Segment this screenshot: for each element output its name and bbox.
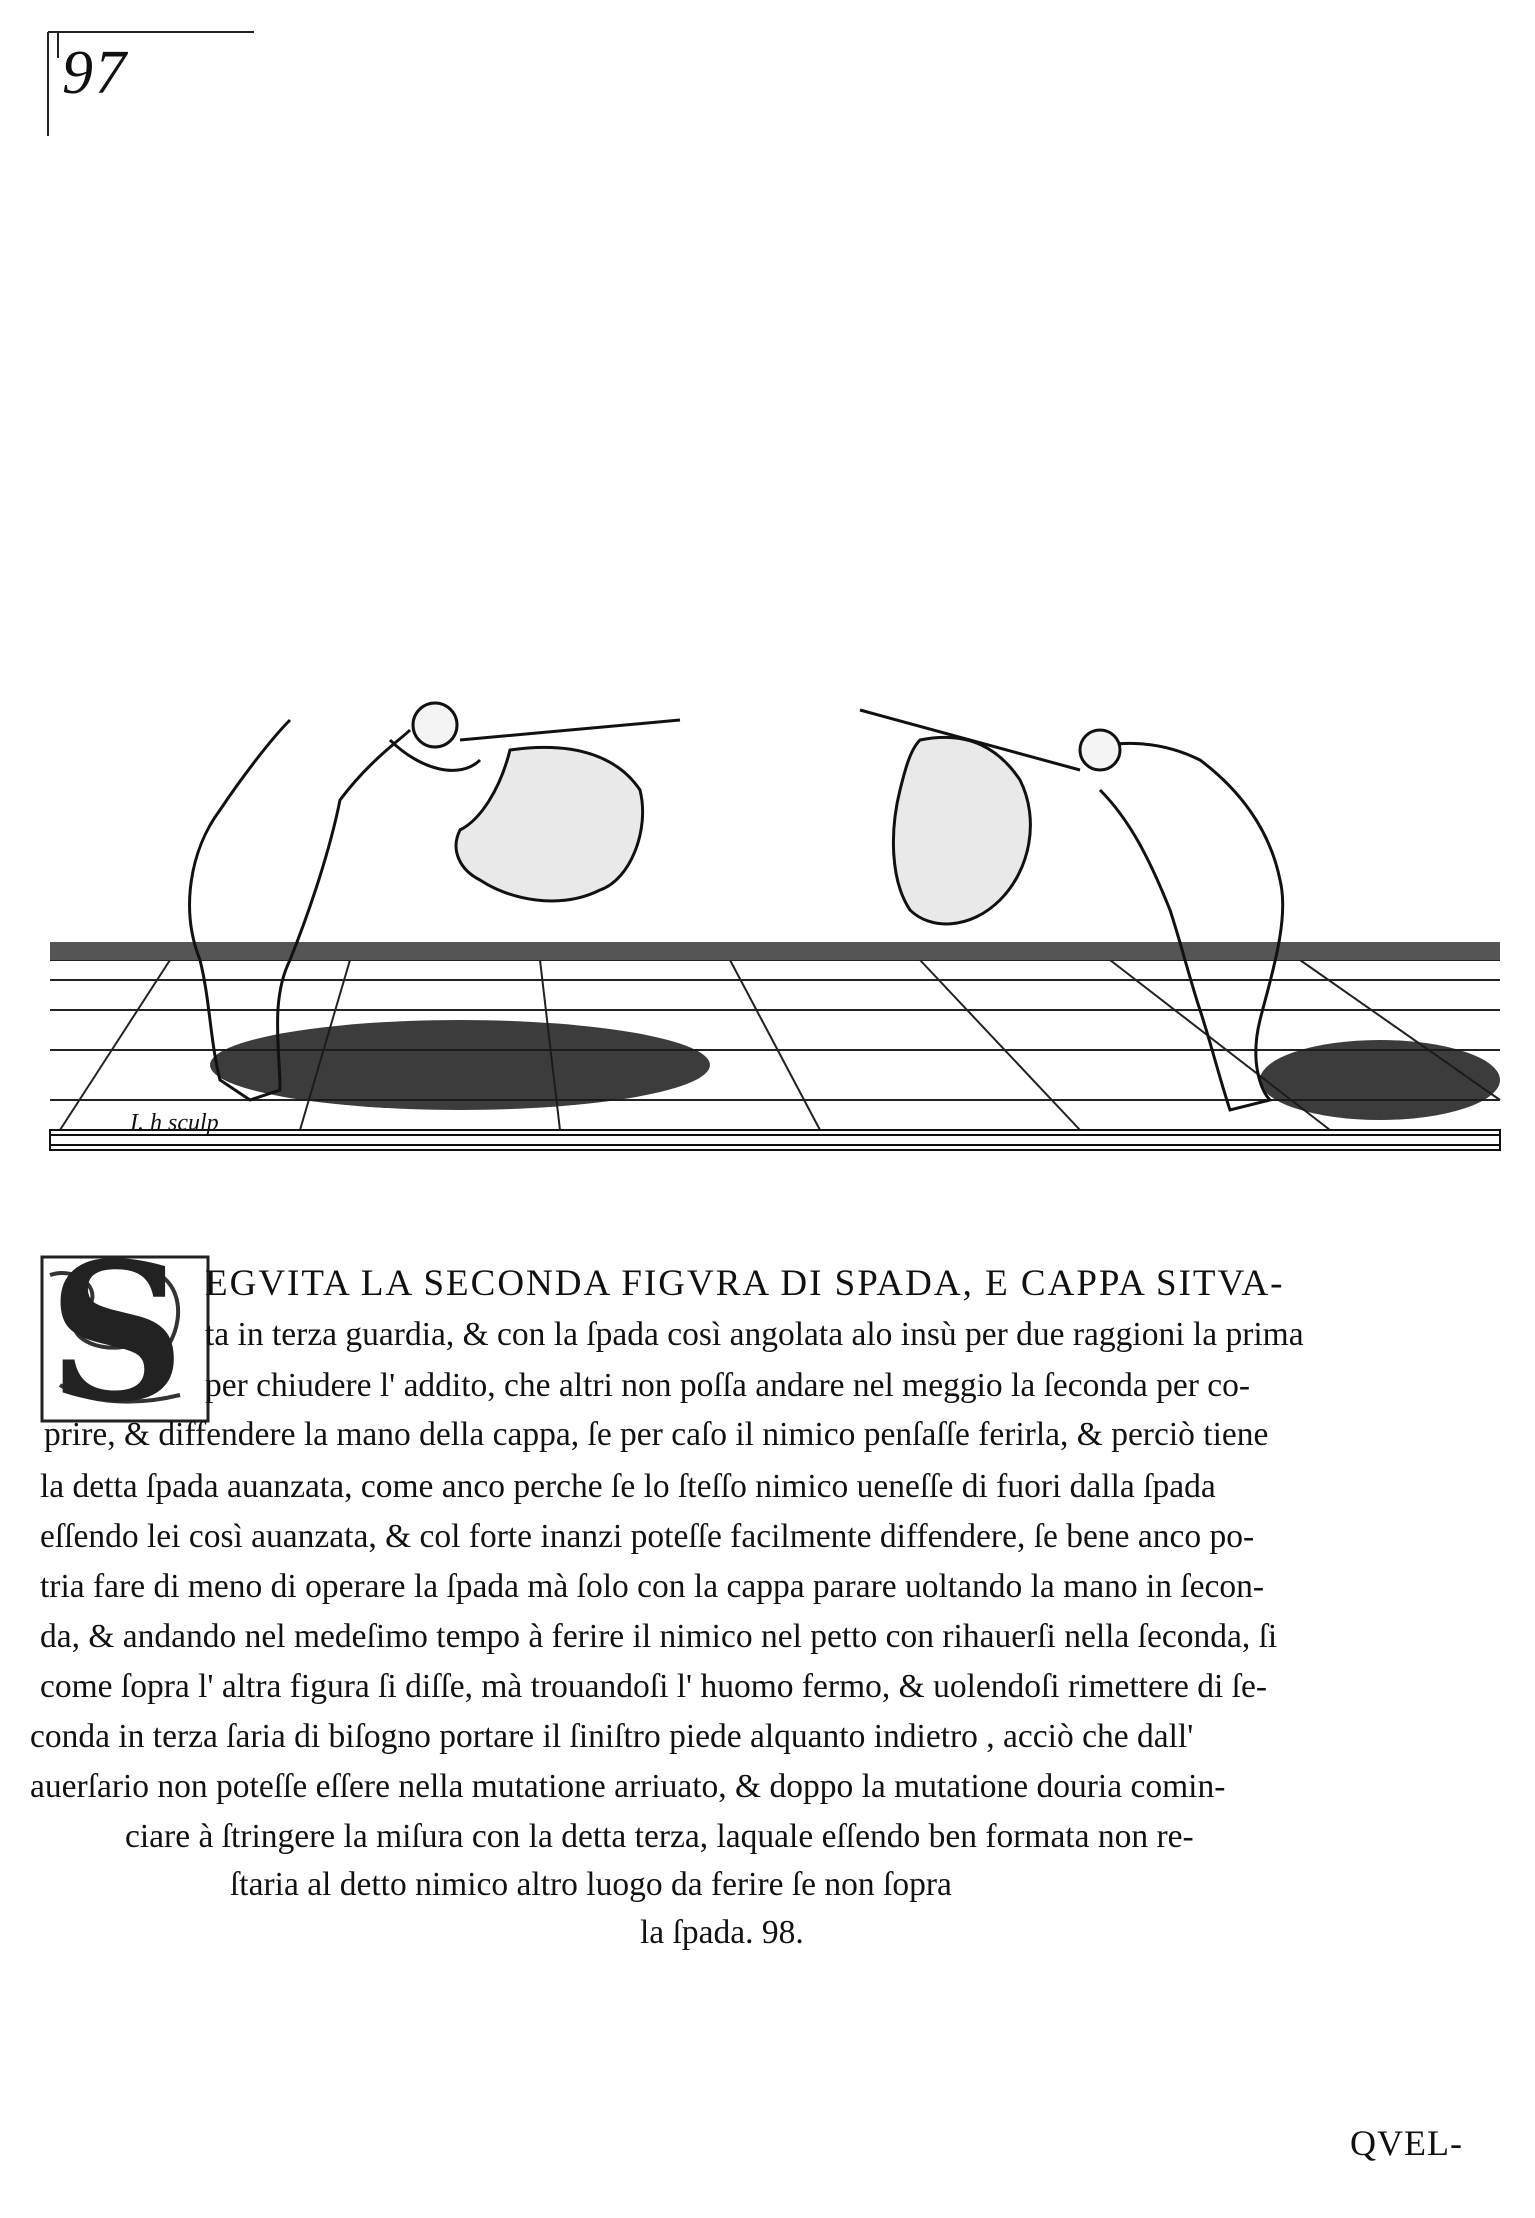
right-shadow [1260,1040,1500,1120]
body-line: come ſopra l' altra figura ſi diſſe, mà trouandoſi l' huomo fermo, & uolendoſi rimettere di ſe- [40,1668,1268,1705]
body-line: per chiudere l' addito, che altri non poſſa andare nel meggio la ſeconda per co- [205,1367,1251,1404]
right-cape [893,737,1030,924]
body-line: ta in terza guardia, & con la ſpada così angolata alo insù per due raggioni la prima [205,1316,1304,1353]
plate-bottom-border [50,1130,1500,1150]
engraver-signature: I. h sculp [130,1110,219,1136]
body-line: prire, & diffendere la mano della cappa, ſe per caſo il nimico penſaſſe ferirla, & perciò tiene [44,1416,1269,1453]
catchword: QVEL- [1350,2123,1463,2163]
body-line: da, & andando nel medeſimo tempo à ferire il nimico nel petto con rihauerſi nella ſeconda, ſi [40,1618,1278,1655]
body-line: tria fare di meno di operare la ſpada mà ſolo con la cappa parare uoltando la mano in ſecon- [40,1568,1265,1605]
dropcap-letter: S [48,1221,186,1444]
body-line: conda in terza ſaria di biſogno portare il ſiniſtro piede alquanto indietro , acciò che dall' [30,1718,1194,1755]
left-cape [456,747,643,901]
left-shadow [210,1020,710,1110]
body-line: la ſpada. 98. [640,1914,804,1951]
heading-line: EGVITA LA SECONDA FIGVRA DI SPADA, E CAPPA SITVA- [205,1263,1285,1304]
body-line: la detta ſpada auanzata, come anco perche ſe lo ſteſſo nimico ueneſſe di fuori dalla ſpada [40,1468,1216,1505]
body-line: ſtaria al detto nimico altro luogo da ferire ſe non ſopra [230,1866,952,1903]
page-number: 97 [62,39,128,107]
fencing-plate-illustration [40,680,1520,1200]
body-line: ciare à ſtringere la miſura con la detta terza, laquale eſſendo ben formata non re- [125,1818,1194,1855]
floor-band [50,942,1500,960]
body-line: auerſario non poteſſe eſſere nella mutatione arriuato, & doppo la mutatione douria comin- [30,1768,1226,1805]
body-line: eſſendo lei così auanzata, & col forte inanzi poteſſe facilmente diffendere, ſe bene anco po- [40,1518,1255,1555]
